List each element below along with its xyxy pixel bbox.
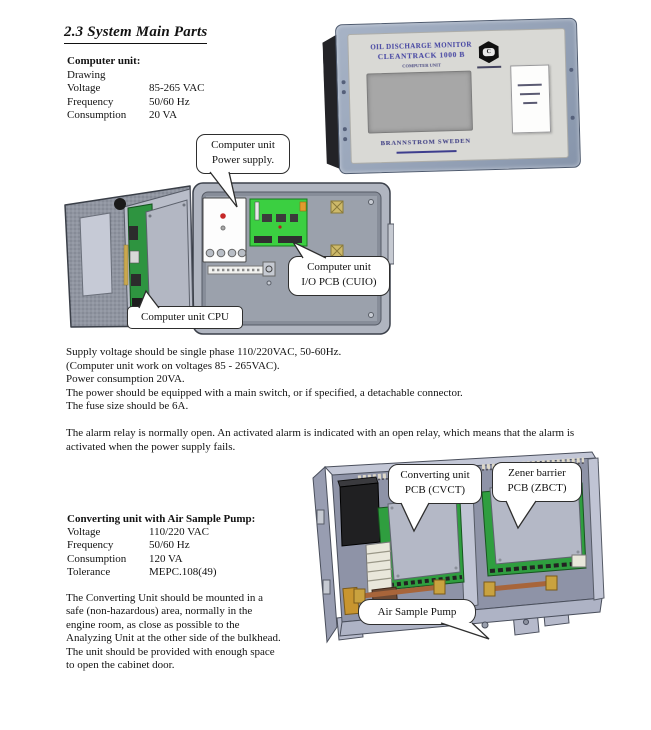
screw-icon xyxy=(343,137,347,141)
screw-icon xyxy=(569,68,573,72)
label-text-line xyxy=(518,84,542,86)
computer-unit-heading: Computer unit: xyxy=(67,55,141,67)
device-display xyxy=(366,71,473,134)
label-text-line xyxy=(523,102,537,104)
spec-row: Voltage 110/220 VAC xyxy=(67,526,210,539)
spec-row: Consumption 120 VA xyxy=(67,552,183,565)
converting-unit-specs xyxy=(67,513,255,579)
device-brand-text: BRANNSTROM SWEDEN xyxy=(380,137,472,148)
spec-row: Consumption 20 VA xyxy=(67,109,178,121)
spec-row: Tolerance MEPC.108(49) xyxy=(67,565,217,578)
device-title-line1: OIL DISCHARGE MONITOR xyxy=(370,40,472,52)
section-title: 2.3 System Main Parts xyxy=(64,24,207,44)
device-title-line2: CLEANTRACK 1000 B xyxy=(377,49,466,62)
callout-cuio: Computer unit I/O PCB (CUIO) xyxy=(288,256,390,296)
converting-paragraph: The Converting Unit should be mounted in a safe (non-hazardous) area, normally in the engine room, as close as possible to the Analyzing Unit at the other side of the bulkhead. The unit should be provided with enough space to open the cabinet door. xyxy=(66,592,281,672)
callout-cpu: Computer unit CPU xyxy=(127,306,243,329)
drawing-label: Drawing xyxy=(67,68,106,81)
screw-icon xyxy=(342,90,346,94)
computer-unit-photo xyxy=(335,18,581,175)
spec-row: Voltage 85-265 VAC xyxy=(67,82,205,94)
callout-zbct: Zener barrier PCB (ZBCT) xyxy=(492,462,582,502)
brand-logo-letter: C xyxy=(483,48,495,56)
supply-paragraph: Supply voltage should be single phase 110/220VAC, 50-60Hz. (Computer unit work on voltages 85 - 265VAC). Power consumption 20VA. The power should be equipped with a main switch, or if specified, a detachable connector. The fuse size should be 6A. xyxy=(66,346,463,413)
converting-unit-heading: Converting unit with Air Sample Pump: xyxy=(67,513,256,525)
device-subtitle: COMPUTER UNIT xyxy=(402,62,442,69)
label-text-line xyxy=(520,93,540,95)
alarm-paragraph: The alarm relay is normally open. An activated alarm is indicated with an open relay, which means that the alarm is activated when the power supply fails. xyxy=(66,427,575,453)
callout-cvct: Converting unit PCB (CVCT) xyxy=(388,464,482,504)
computer-unit-specs xyxy=(67,55,205,123)
spec-row: Frequency 50/60 Hz xyxy=(67,95,190,108)
screw-icon xyxy=(571,116,575,120)
callout-air-pump: Air Sample Pump xyxy=(358,599,476,625)
spec-row: Frequency 50/60 Hz xyxy=(67,539,190,552)
callout-power-supply: Computer unit Power supply. xyxy=(196,134,290,174)
device-instruction-label xyxy=(510,64,551,133)
